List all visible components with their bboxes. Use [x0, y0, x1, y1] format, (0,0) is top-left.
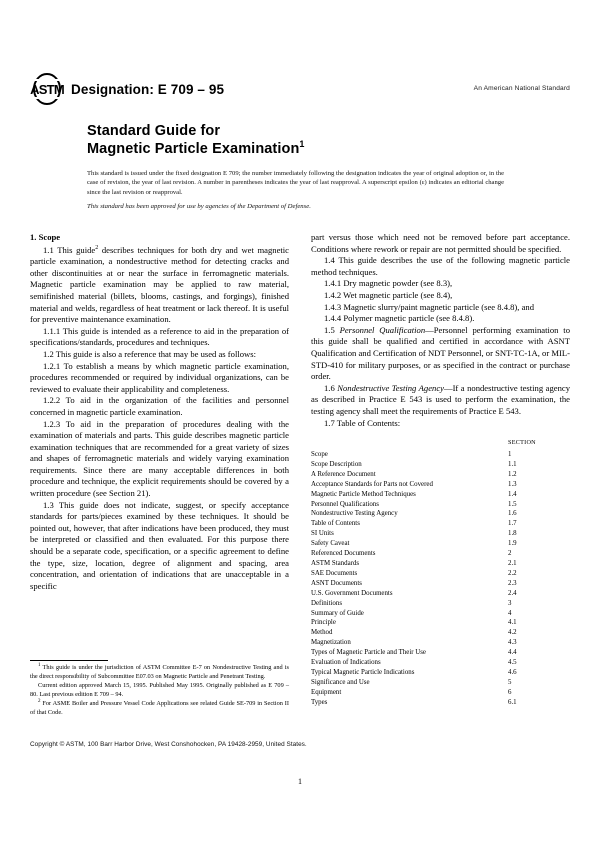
paragraph-1-3: 1.3 This guide does not indicate, suggest, or specify acceptance standards for parts/pieces examined by these techniques. It should be pointed out, however, that after indications have been produced, they must be interpreted or classified and then evaluated. For this purpose there should be a separate code, specification, or a specific agreement to define the type, size, location, degree of alignment and spacing, area concentration, and orientation of indications that are unacceptable in a specific	[30, 499, 289, 591]
toc-row	[311, 460, 570, 470]
footnote-edition: Current edition approved March 15, 1995. Published May 1995. Originally published as E 709 – 80. Last previous edition E 709 – 94.	[30, 681, 289, 698]
toc-row-section: 1.1	[508, 460, 517, 468]
toc-row	[311, 638, 570, 648]
toc-row	[311, 628, 570, 638]
paragraph-1-4-2: 1.4.2 Wet magnetic particle (see 8.4),	[324, 289, 453, 300]
toc-row-title: Personnel Qualifications	[311, 500, 379, 508]
toc-row-title: Scope Description	[311, 460, 362, 468]
paragraph-1-5	[311, 325, 570, 383]
toc-row	[311, 698, 570, 708]
toc-header	[311, 438, 570, 450]
toc-row-title: Significance and Use	[311, 678, 370, 686]
toc-row-title: ASNT Documents	[311, 579, 362, 587]
toc-row-section: 1.5	[508, 500, 517, 508]
footnote-2-marker: 2	[38, 698, 41, 704]
toc-row-title: Method	[311, 629, 333, 637]
paragraph-1-1	[30, 245, 289, 326]
toc-row-section: 3	[508, 599, 512, 607]
left-column	[30, 232, 289, 708]
toc-row-title: Typical Magnetic Particle Indications	[311, 668, 415, 676]
svg-text:ASTM: ASTM	[30, 82, 64, 97]
para-1-1-suffix: describes techniques for both dry and wet magnetic particle examination, a nondestructive method for detecting cracks and other discontinuities at or near the surface in ferromagnetic materials. Magnetic particle examination may be applied to raw material, semifinished material (billets, blooms, castings, and forgings), finished material and welds, regardless of heat treatment or lack thereof. It is useful for preventive maintenance examination.	[30, 244, 289, 325]
toc-row	[311, 470, 570, 480]
toc-row-section: 2.4	[508, 589, 517, 597]
toc-row	[311, 668, 570, 678]
toc-row	[311, 648, 570, 658]
toc-row-section: 2.1	[508, 559, 517, 567]
toc-row	[311, 618, 570, 628]
toc-row	[311, 569, 570, 579]
ansi-note: An American National Standard	[473, 84, 570, 92]
paragraph-1-2-1: 1.2.1 To establish a means by which magnetic particle examination, procedures recommended or required by individual organizations, can be reviewed to evaluate their applicability and completeness.	[30, 360, 289, 394]
toc-header-title	[311, 438, 508, 450]
toc-row	[311, 539, 570, 549]
toc-row-title: Safety Caveat	[311, 540, 350, 548]
paragraph-1-7: 1.7 Table of Contents:	[324, 417, 401, 428]
toc-row-section: 4.4	[508, 649, 517, 657]
body-columns	[30, 232, 570, 708]
dod-approval-note: This standard has been approved for use by agencies of the Department of Defense.	[87, 203, 311, 210]
para-1-6-text: —If a nondestructive testing agency as described in Practice E 543 is used to perform the examination, the testing agency shall meet the requirements of Practice E 543.	[311, 382, 570, 416]
toc-row-section: 1.6	[508, 510, 517, 518]
toc-row-section: 4.5	[508, 659, 517, 667]
paragraph-1-4: 1.4 This guide describes the use of the following magnetic particle method techniques.	[311, 255, 570, 277]
toc-row-title: Definitions	[311, 599, 343, 607]
toc-row-section: 4.1	[508, 619, 517, 627]
toc-row	[311, 688, 570, 698]
toc-row-section: 1.3	[508, 480, 517, 488]
toc-row	[311, 450, 570, 460]
toc-row-title: Types	[311, 698, 328, 706]
paragraph-1-2-3: 1.2.3 To aid in the preparation of procedures dealing with the examination of materials and parts. This guide describes magnetic particle examination techniques that are recommended for a great variety of sizes and shapes of ferromagnetic materials and widely varying examination requirements. Since there are many acceptable differences in both procedure and technique, the explicit requirements should be covered by a written procedure (see Section 21).	[30, 418, 289, 499]
paragraph-1-4-3: 1.4.3 Magnetic slurry/paint magnetic particle (see 8.4.8), and	[324, 301, 535, 312]
toc-row-title: SI Units	[311, 530, 334, 538]
toc-row-section: 1	[508, 451, 512, 458]
footnote-2	[30, 700, 289, 718]
toc-row-title: Types of Magnetic Particle and Their Use	[311, 649, 426, 657]
toc-row-title: Table of Contents	[311, 520, 360, 528]
para-1-6-term: Nondestructive Testing Agency	[337, 382, 444, 393]
title-line-1: Standard Guide for	[87, 123, 221, 139]
paragraph-1-2: 1.2 This guide is also a reference that may be used as follows:	[43, 348, 256, 359]
toc-row-title: A Reference Document	[311, 470, 376, 478]
page-number: 1	[298, 777, 302, 786]
toc-row-section: 1.4	[508, 490, 517, 498]
copyright-line: Copyright © ASTM, 100 Barr Harbor Drive, West Conshohocken, PA 19428-2959, United States.	[30, 741, 307, 748]
toc-row	[311, 589, 570, 599]
paragraph-1-2-2: 1.2.2 To aid in the organization of the facilities and personnel concerned in magnetic particle examination.	[30, 395, 289, 417]
scope-heading: 1. Scope	[30, 232, 61, 242]
toc-row-title: Principle	[311, 619, 336, 627]
astm-logo	[30, 73, 64, 105]
toc-row	[311, 609, 570, 619]
para-1-1-footnote-marker: 2	[95, 244, 99, 251]
title-line-2: Magnetic Particle Examination	[87, 140, 300, 157]
toc-row-title: Magnetic Particle Method Techniques	[311, 490, 416, 498]
toc-row-section: 6.1	[508, 698, 517, 706]
footnote-2-text: For ASME Boiler and Pressure Vessel Code Applications see related Guide SE-709 in Section II of that Code.	[30, 699, 289, 716]
toc-row	[311, 519, 570, 529]
para-1-5-number: 1.5	[324, 324, 340, 335]
right-column	[311, 232, 570, 708]
toc-row	[311, 579, 570, 589]
toc-row	[311, 658, 570, 668]
toc-row	[311, 529, 570, 539]
para-1-5-term: Personnel Qualification	[339, 324, 426, 335]
toc-row-section: 4	[508, 609, 512, 617]
toc-row	[311, 678, 570, 688]
toc-row-title: Evaluation of Indications	[311, 659, 381, 667]
issue-statement: This standard is issued under the fixed designation E 709; the number immediately following the designation indicates the year of original adoption or, in the case of revision, the year of last revision. A number in parentheses indicates the year of last reapproval. A superscript epsilon (ε) indicates an editorial change since the last revision or reapproval.	[87, 170, 504, 196]
toc-row-title: Nondestructive Testing Agency	[311, 510, 398, 518]
toc-row-title: U.S. Government Documents	[311, 589, 393, 597]
toc-row-title: ASTM Standards	[311, 559, 360, 567]
title-block	[87, 123, 507, 158]
toc-row-section: 6	[508, 688, 512, 696]
paragraph-1-4-4: 1.4.4 Polymer magnetic particle (see 8.4.8).	[324, 313, 475, 324]
toc-row	[311, 559, 570, 569]
toc-row-title: SAE Documents	[311, 569, 358, 577]
toc-row-title: Acceptance Standards for Parts not Covered	[311, 480, 433, 488]
footnote-area	[30, 660, 289, 717]
designation-label: Designation: E 709 – 95	[71, 81, 225, 97]
page-title	[87, 123, 507, 158]
toc-row-title: Magnetization	[311, 639, 351, 647]
toc-row	[311, 549, 570, 559]
toc-row-section: 4.6	[508, 668, 517, 676]
toc-body	[311, 450, 570, 708]
toc-row-section: 1.9	[508, 540, 517, 548]
toc-row-section: 1.8	[508, 530, 517, 538]
title-footnote-marker: 1	[299, 138, 305, 149]
para-1-1-prefix: 1.1 This guide	[43, 244, 96, 255]
para-1-6-number: 1.6	[324, 382, 338, 393]
toc-row-section: 4.2	[508, 629, 517, 637]
toc-row-section: 2.3	[508, 579, 517, 587]
footnote-1	[30, 664, 289, 682]
toc-row-section: 1.7	[508, 520, 517, 528]
paragraph-1-6	[311, 383, 570, 418]
toc-row-section: 2.2	[508, 569, 517, 577]
toc-row-section: 5	[508, 678, 512, 686]
toc-row-section: 2	[508, 550, 512, 558]
toc-row-section: 1.2	[508, 470, 517, 478]
para-1-5-text: —Personnel performing examination to this guide shall be qualified and certified in accordance with ASNT Qualification and Certification of NDT Personnel, or SNT-TC-1A, or MIL-STD-410 for military purposes, or as specified in the contract or purchase order.	[311, 324, 570, 382]
toc-row-title: Referenced Documents	[311, 550, 376, 558]
toc-row-title: Equipment	[311, 688, 342, 696]
toc-row-title: Scope	[311, 451, 328, 458]
footnote-1-text: This guide is under the jurisdiction of ASTM Committee E-7 on Nondestructive Testing and is the direct responsibility of Subcommittee E07.03 on Magnetic Particle and Penetrant Testing.	[30, 664, 289, 680]
toc-row	[311, 480, 570, 490]
footnote-separator-rule	[30, 660, 108, 661]
toc-row	[311, 509, 570, 519]
toc-row-section: 4.3	[508, 639, 517, 647]
table-of-contents	[311, 438, 570, 707]
masthead	[30, 72, 570, 106]
toc-row	[311, 599, 570, 609]
paragraph-continuation: part versus those which need not be removed before part acceptance. Conditions where rework or repair are not permitted should be specified.	[311, 232, 570, 254]
paragraph-1-4-1: 1.4.1 Dry magnetic powder (see 8.3),	[324, 278, 453, 289]
toc-header-section: SECTION	[508, 439, 536, 447]
toc-row	[311, 500, 570, 510]
toc-row-title: Summary of Guide	[311, 609, 364, 617]
footnote-1-marker: 1	[38, 662, 41, 668]
paragraph-1-1-1: 1.1.1 This guide is intended as a reference to aid in the preparation of specifications/standards, procedures and techniques.	[30, 325, 289, 348]
toc-row	[311, 490, 570, 500]
